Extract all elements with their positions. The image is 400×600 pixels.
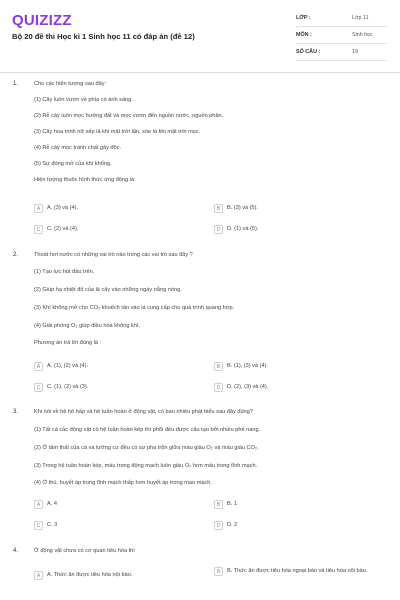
option-letter-badge: B: [214, 204, 223, 213]
option-letter-badge: B: [214, 500, 223, 509]
question-number: 1.: [13, 81, 19, 87]
meta-row-class: [296, 10, 388, 27]
answer-option-d[interactable]: [214, 383, 268, 392]
meta-label: LỚP :: [296, 15, 311, 21]
option-text: A. (3) và (4).: [47, 205, 79, 211]
question-text: Thoát hơi nước có những vai trò nào trong các vai trò sau đây ?: [34, 252, 193, 258]
statement: (4) Ở thú, huyết áp trong tĩnh mạch thấp hơn huyết áp trong mao mạch.: [34, 480, 212, 486]
statement: (4) Rễ cây mọc tránh chất gây độc.: [34, 145, 122, 151]
statement: (2) Giúp hạ nhiệt độ của lá cây vào những ngày nắng nóng.: [34, 287, 182, 293]
option-letter-badge: A: [34, 500, 43, 509]
option-text: C. (2) và (4).: [47, 226, 79, 232]
document-title: Bộ 20 đề thi Học kì 1 Sinh học 11 có đáp án (đề 12): [12, 32, 195, 41]
option-letter-badge: C: [34, 521, 43, 530]
question-number: 4.: [13, 548, 19, 554]
option-letter-badge: D: [214, 383, 223, 392]
page-header: [0, 0, 400, 63]
option-letter-badge: A: [34, 204, 43, 213]
answer-option-a[interactable]: [34, 571, 132, 580]
question-text: Ở động vật chưa có cơ quan tiêu hóa thì: [34, 548, 135, 554]
option-text: C. 3: [47, 522, 58, 528]
question-number: 2.: [13, 252, 19, 258]
meta-label: MÔN :: [296, 32, 312, 38]
answer-option-b[interactable]: [214, 567, 375, 576]
option-letter-badge: C: [34, 383, 43, 392]
option-letter-badge: A: [34, 362, 43, 371]
meta-row-count: [296, 44, 388, 61]
statement: (3) Khí khổng mở cho CO₂ khuếch tán vào lá cung cấp cho quá trình quang hợp.: [34, 305, 235, 311]
answer-option-c[interactable]: [34, 521, 57, 530]
answer-option-c[interactable]: [34, 383, 88, 392]
meta-row-subject: [296, 27, 388, 44]
statement: (2) Ở tâm thất của cá và lưỡng cư đều có sự pha trộn giữa máu giàu O₂ và máu giàu CO₂.: [34, 445, 259, 451]
answer-option-d[interactable]: [214, 521, 237, 530]
option-text: D. 2: [227, 522, 238, 528]
option-letter-badge: A: [34, 571, 43, 580]
question-text: Khi nói về hệ hô hấp và hệ tuần hoàn ở động vật, có bao nhiêu phát biểu sau đây đúng?: [34, 409, 253, 415]
statement: (3) Trong hệ tuần hoàn kép, máu trong động mạch luôn giàu O₂ hơn máu trong tĩnh mạch.: [34, 463, 258, 469]
meta-table: [296, 10, 388, 61]
statement: (1) Tất cả các động vật có hệ tuần hoàn kép thì phổi đều được cấu tạo bởi nhiều phế nang.: [34, 427, 261, 433]
option-text: B. Thức ăn được tiêu hóa ngoại bào và tiêu hóa nội bào.: [227, 568, 368, 574]
option-text: C. (1), (2) và (3).: [47, 384, 89, 390]
option-text: B. (1), (3) và (4).: [227, 363, 269, 369]
option-letter-badge: C: [34, 225, 43, 234]
meta-value: Lớp 11: [352, 15, 369, 21]
question-prompt: Phương án trả lời đúng là :: [34, 340, 102, 346]
meta-value: Sinh học: [352, 32, 373, 38]
statement: (1) Tạo lực hút đầu trên.: [34, 269, 95, 275]
option-text: A. 4: [47, 501, 57, 507]
statement: (1) Cây luôn vươn về phía có ánh sáng.: [34, 97, 133, 103]
meta-label: SỐ CÂU :: [296, 49, 321, 55]
option-letter-badge: D: [214, 225, 223, 234]
answer-option-d[interactable]: [214, 225, 258, 234]
meta-value: 19: [352, 49, 358, 55]
answer-option-c[interactable]: [34, 225, 78, 234]
answer-option-b[interactable]: [214, 204, 258, 213]
statement: (5) Sự đóng mở của khí khổng.: [34, 161, 112, 167]
answer-option-b[interactable]: [214, 362, 268, 371]
question-number: 3.: [13, 409, 19, 415]
option-letter-badge: B: [214, 567, 223, 576]
option-text: A. Thức ăn được tiêu hóa nội bào.: [47, 572, 133, 578]
question-prompt: Hiện tượng thuộc hình thức ứng động là:: [34, 177, 136, 183]
quizizz-logo: QUIZIZZ: [12, 12, 72, 29]
statement: (3) Cây hoa trinh nữ xếp lá khi mặt trời lặn, xòe lá khi mặt trời mọc.: [34, 129, 201, 135]
option-text: A. (1), (2) và (4).: [47, 363, 89, 369]
answer-option-a[interactable]: [34, 204, 78, 213]
option-text: B. (3) và (5).: [227, 205, 259, 211]
statement: (2) Rễ cây luôn mọc hướng đất và mọc vươn đến nguồn nước, nguồn phân.: [34, 113, 224, 119]
answer-option-a[interactable]: [34, 362, 88, 371]
option-text: D. (2), (3) và (4).: [227, 384, 269, 390]
option-letter-badge: B: [214, 362, 223, 371]
answer-option-a[interactable]: [34, 500, 57, 509]
answer-option-b[interactable]: [214, 500, 237, 509]
header-divider: [0, 72, 400, 73]
option-letter-badge: D: [214, 521, 223, 530]
statement: (4) Giải phóng O₂ giúp điều hòa không khí.: [34, 323, 141, 329]
option-text: B. 1: [227, 501, 237, 507]
option-text: D. (1) và (5).: [227, 226, 259, 232]
question-text: Cho các hiện tượng sau đây:: [34, 81, 107, 87]
